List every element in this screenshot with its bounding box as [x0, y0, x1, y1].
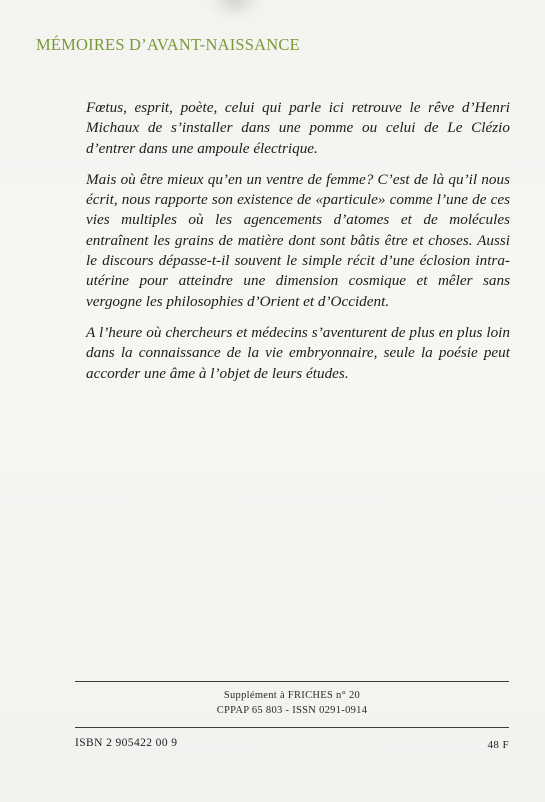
blurb-paragraph: Fœtus, esprit, poète, celui qui parle ici retrouve le rêve d’Henri Michaux de s’installer dans une pomme ou celui de Le Clézio d’entrer dans une ampoule électrique. [86, 99, 510, 157]
price-label: 48 F [487, 739, 509, 751]
blurb-text [86, 98, 510, 395]
isbn-number: ISBN 2 905422 00 9 [75, 737, 178, 749]
footer-divider-bottom [75, 727, 509, 728]
page-title: MÉMOIRES D’AVANT-NAISSANCE [36, 35, 300, 54]
blurb-paragraph: A l’heure où chercheurs et médecins s’aventurent de plus en plus loin dans la connaissance de la vie embryonnaire, seule la poésie peut accorder une âme à l’objet de leurs études. [86, 323, 510, 382]
supplement-note: Supplément à FRICHES n° 20 [223, 690, 361, 701]
paper-crease [205, 0, 265, 22]
blurb-paragraph: Mais où être mieux qu’en un ventre de femme? C’est de là qu’il nous écrit, nous rapporte son existence de «particule» comme l’une de ces vies multiples où les agencements d’atomes et de molécules entraînent les grains de matière dont sont bâtis être et choses. Aussi le discours dépasse-t-il souvent le simple récit d’une éclosion intra-utérine pour atteindre une dimension cosmique et mêler sans vergogne les philosophies d’Orient et d’Occident. [86, 170, 510, 310]
cppap-issn-line: CPPAP 65 803 - ISSN 0291-0914 [216, 705, 368, 716]
footer-divider-top [75, 681, 509, 682]
